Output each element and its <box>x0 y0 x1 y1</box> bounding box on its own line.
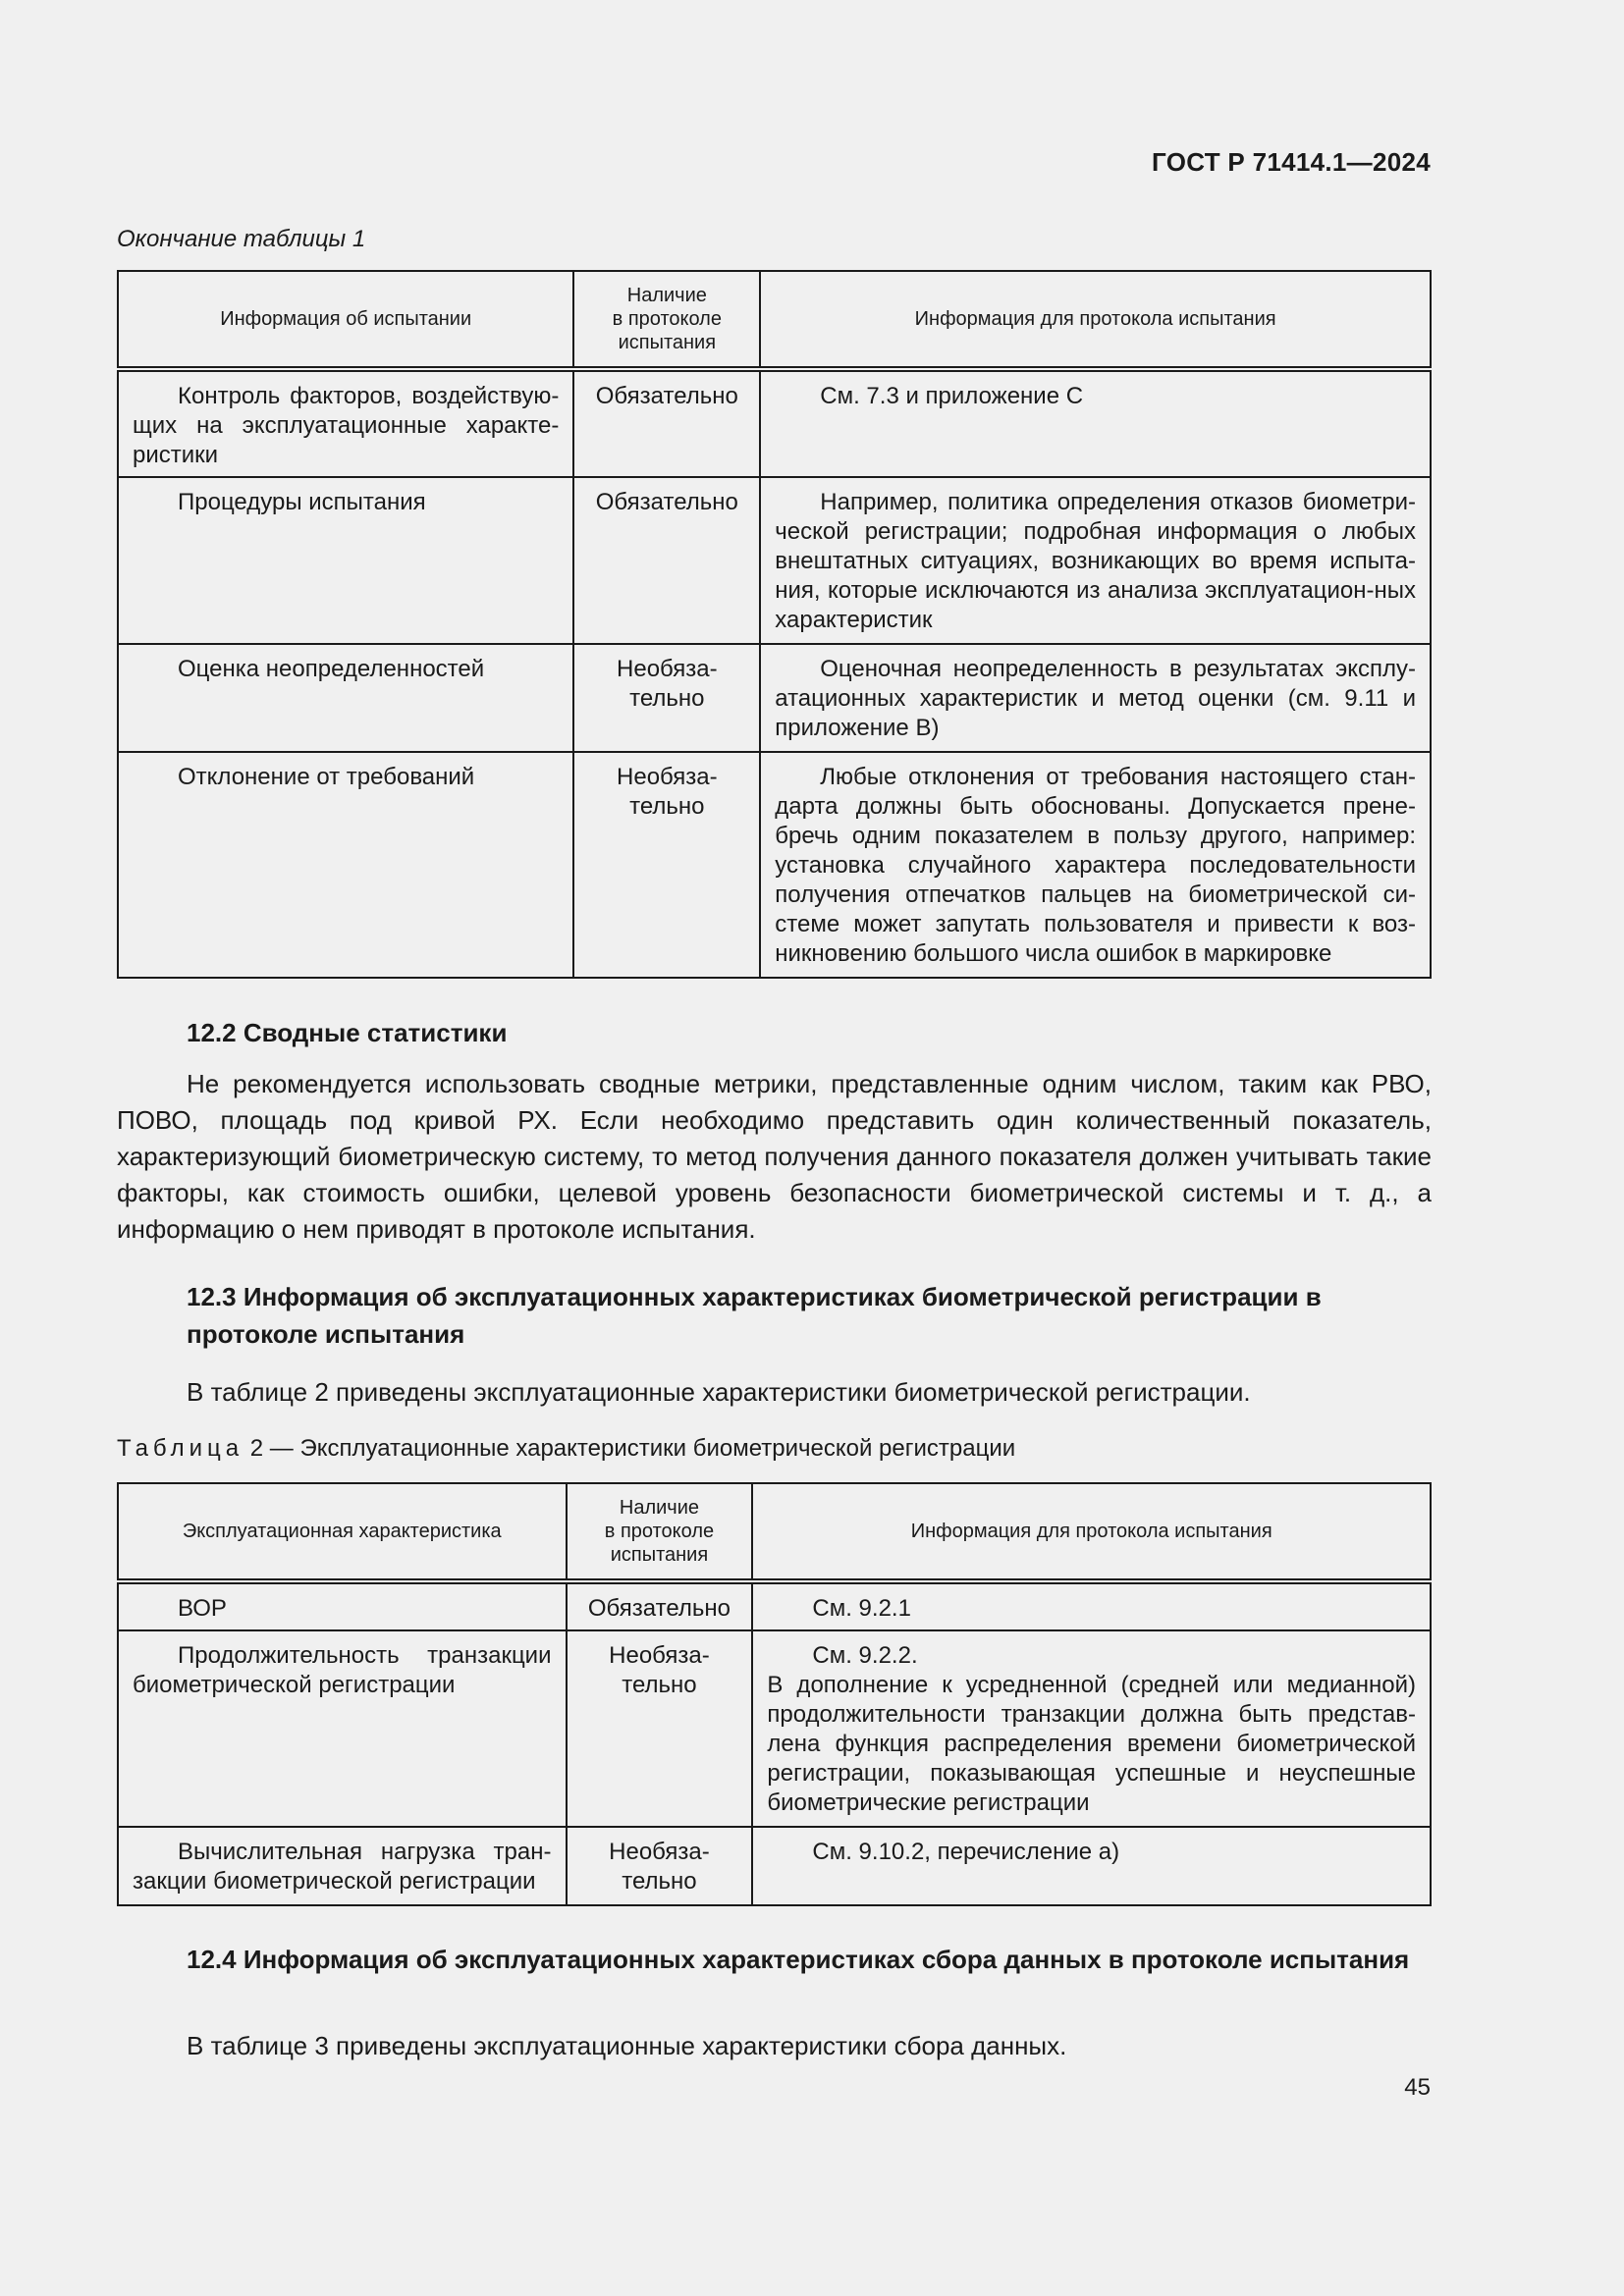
table-cell: См. 7.3 и приложение С <box>760 369 1431 477</box>
header-cell: Информация для протокола испытания <box>752 1483 1431 1581</box>
header-cell: Информация для протокола испытания <box>760 271 1431 369</box>
header-cell: Наличие в протоколе испытания <box>573 271 760 369</box>
table-row <box>118 1630 1431 1827</box>
table-row <box>118 752 1431 978</box>
table-cell: Контроль факторов, воздействую-щих на эксплуатационные характе-ристики <box>118 369 573 477</box>
table-cell: Необяза-тельно <box>573 752 760 978</box>
table-cell: Любые отклонения от требования настоящего стан-дарта должны быть обоснованы. Допускается прене-бречь одним показателем в пользу другого, например: установка случайного характера последовательности получения отпечатков пальцев на биометрической си-стеме может запутать пользователя и привести к воз-никновению большого числа ошибок в маркировке <box>760 752 1431 978</box>
table-cell: Например, политика определения отказов биометри-ческой регистрации; подробная информация о любых внештатных ситуациях, возникающих во время испыта-ния, которые исключаются из анализа эксплуатацион-ных характеристик <box>760 477 1431 644</box>
table-row <box>118 1827 1431 1905</box>
table-cell: ВОР <box>118 1581 567 1630</box>
section-heading: 12.2 Сводные статистики <box>187 1018 508 1047</box>
table-cell: Обязательно <box>567 1581 753 1630</box>
table-header-row <box>118 1483 1431 1581</box>
table-row <box>118 1581 1431 1630</box>
header-cell: Эксплуатационная характеристика <box>118 1483 567 1581</box>
table-cell: См. 9.2.2. В дополнение к усредненной (средней или медианной) продолжительности транзакции должна быть представ-лена функция распределения времени биометрической регистрации, показывающая успешные и неуспешные биометрические регистрации <box>752 1630 1431 1827</box>
table-cell: Отклонение от требований <box>118 752 573 978</box>
table-row <box>118 369 1431 477</box>
section-heading: 12.3 Информация об эксплуатационных характеристиках биометрической регистрации в протоколе испытания <box>187 1282 1322 1349</box>
paragraph: В таблице 3 приведены эксплуатационные характеристики сбора данных. <box>187 2031 1067 2060</box>
table-1 <box>117 270 1432 979</box>
table-row <box>118 644 1431 752</box>
table-cell: Процедуры испытания <box>118 477 573 644</box>
table-cell: Обязательно <box>573 477 760 644</box>
table-row <box>118 477 1431 644</box>
table-cell: Необяза-тельно <box>567 1630 753 1827</box>
table-header-row <box>118 271 1431 369</box>
standard-code: ГОСТ Р 71414.1—2024 <box>1152 147 1431 177</box>
paragraph: Не рекомендуется использовать сводные метрики, представленные одним числом, таким как РВО, ПОВО, площадь под кривой РХ. Если необходимо представить один количественный показатель, характеризующий биометрическую систему, то метод получения данного показателя должен учитывать такие факторы, как стоимость ошибки, целевой уровень безопасности биометрической системы и т. д., а информацию о нем приводят в протоколе испытания. <box>117 1069 1432 1244</box>
table-cell: Оценочная неопределенность в результатах эксплу-атационных характеристик и метод оценки (см. 9.11 и приложение В) <box>760 644 1431 752</box>
table-cell: Необяза-тельно <box>567 1827 753 1905</box>
section-heading: 12.4 Информация об эксплуатационных характеристиках сбора данных в протоколе испытания <box>187 1945 1410 1974</box>
header-cell: Информация об испытании <box>118 271 573 369</box>
table-cell: Обязательно <box>573 369 760 477</box>
table-cell: Вычислительная нагрузка тран-закции биометрической регистрации <box>118 1827 567 1905</box>
table-cell: См. 9.2.1 <box>752 1581 1431 1630</box>
table-2 <box>117 1482 1432 1906</box>
page-number: 45 <box>1404 2074 1431 2101</box>
header-cell: Наличие в протоколе испытания <box>567 1483 753 1581</box>
table1-continuation-caption: Окончание таблицы 1 <box>117 226 366 252</box>
paragraph: В таблице 2 приведены эксплуатационные характеристики биометрической регистрации. <box>187 1377 1251 1407</box>
table-cell: Продолжительность транзакции биометрической регистрации <box>118 1630 567 1827</box>
table-cell: Необяза-тельно <box>573 644 760 752</box>
table-cell: Оценка неопределенностей <box>118 644 573 752</box>
table2-title: Таблица 2 — Эксплуатационные характеристики биометрической регистрации <box>117 1435 1016 1462</box>
table-cell: См. 9.10.2, перечисление а) <box>752 1827 1431 1905</box>
